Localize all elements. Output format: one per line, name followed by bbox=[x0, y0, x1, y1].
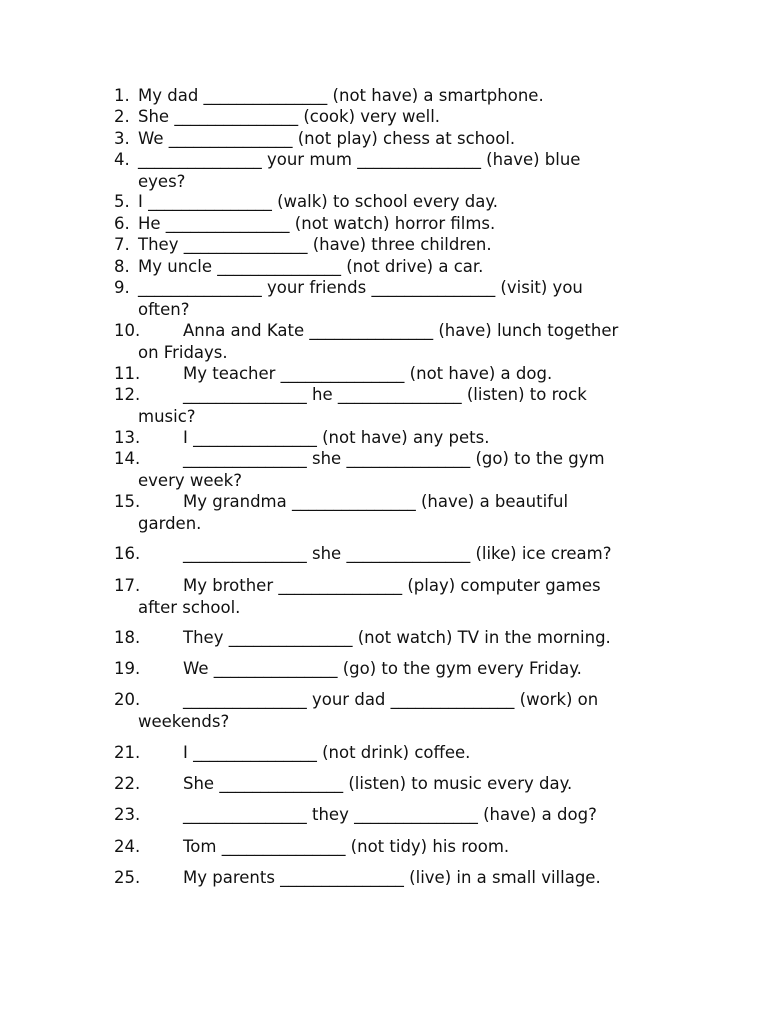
item-sentence: Anna and Kate _______________ (have) lunch together bbox=[183, 321, 619, 340]
item-sentence: I _______________ (not have) any pets. bbox=[183, 428, 490, 447]
item-sentence-continuation: music? bbox=[138, 406, 196, 426]
item-number: 6. bbox=[114, 214, 130, 233]
item-sentence: We _______________ (go) to the gym every Friday. bbox=[183, 659, 582, 678]
item-number: 2. bbox=[114, 107, 130, 126]
item-sentence-continuation: eyes? bbox=[138, 171, 186, 191]
item-number: 22. bbox=[114, 774, 141, 793]
item-sentence: They _______________ (have) three children. bbox=[138, 235, 492, 254]
item-number: 19. bbox=[114, 659, 141, 678]
item-sentence: My grandma _______________ (have) a beautiful bbox=[183, 492, 569, 511]
item-sentence-continuation: weekends? bbox=[138, 711, 230, 731]
item-number: 18. bbox=[114, 628, 141, 647]
item-sentence: She _______________ (listen) to music every day. bbox=[183, 774, 573, 793]
item-sentence-continuation: on Fridays. bbox=[138, 342, 228, 362]
item-number: 25. bbox=[114, 868, 141, 887]
item-sentence-continuation: often? bbox=[138, 299, 190, 319]
item-number: 1. bbox=[114, 86, 130, 105]
item-number: 24. bbox=[114, 837, 141, 856]
item-sentence: I _______________ (walk) to school every day. bbox=[138, 192, 499, 211]
item-number: 10. bbox=[114, 321, 141, 340]
item-number: 12. bbox=[114, 385, 141, 404]
item-sentence: She _______________ (cook) very well. bbox=[138, 107, 441, 126]
item-number: 14. bbox=[114, 449, 141, 468]
item-sentence: _______________ he _______________ (listen) to rock bbox=[183, 385, 587, 404]
item-sentence: My dad _______________ (not have) a smartphone. bbox=[138, 86, 544, 105]
item-number: 7. bbox=[114, 235, 130, 254]
item-sentence: My uncle _______________ (not drive) a car. bbox=[138, 257, 484, 276]
item-sentence: My brother _______________ (play) computer games bbox=[183, 576, 601, 595]
item-sentence: We _______________ (not play) chess at school. bbox=[138, 129, 516, 148]
item-number: 20. bbox=[114, 690, 141, 709]
item-sentence: Tom _______________ (not tidy) his room. bbox=[183, 837, 510, 856]
item-number: 17. bbox=[114, 576, 141, 595]
item-number: 21. bbox=[114, 743, 141, 762]
item-number: 11. bbox=[114, 364, 141, 383]
item-sentence: _______________ they _______________ (have) a dog? bbox=[183, 805, 597, 824]
item-sentence: _______________ your friends _______________ (visit) you bbox=[138, 278, 583, 297]
item-sentence: _______________ your dad _______________ (work) on bbox=[183, 690, 599, 709]
item-sentence: They _______________ (not watch) TV in the morning. bbox=[183, 628, 611, 647]
item-number: 9. bbox=[114, 278, 130, 297]
item-number: 16. bbox=[114, 544, 141, 563]
item-sentence-continuation: garden. bbox=[138, 513, 202, 533]
item-sentence: My parents _______________ (live) in a small village. bbox=[183, 868, 601, 887]
item-sentence: I _______________ (not drink) coffee. bbox=[183, 743, 471, 762]
item-number: 8. bbox=[114, 257, 130, 276]
item-number: 3. bbox=[114, 129, 130, 148]
item-number: 4. bbox=[114, 150, 130, 169]
item-sentence: He _______________ (not watch) horror films. bbox=[138, 214, 496, 233]
item-number: 15. bbox=[114, 492, 141, 511]
item-number: 5. bbox=[114, 192, 130, 211]
item-number: 23. bbox=[114, 805, 141, 824]
item-sentence: _______________ she _______________ (go) to the gym bbox=[183, 449, 605, 468]
item-sentence-continuation: every week? bbox=[138, 470, 242, 490]
item-sentence: _______________ your mum _______________ (have) blue bbox=[138, 150, 581, 169]
item-sentence: _______________ she _______________ (like) ice cream? bbox=[183, 544, 612, 563]
item-number: 13. bbox=[114, 428, 141, 447]
item-sentence: My teacher _______________ (not have) a dog. bbox=[183, 364, 553, 383]
item-sentence-continuation: after school. bbox=[138, 597, 241, 617]
